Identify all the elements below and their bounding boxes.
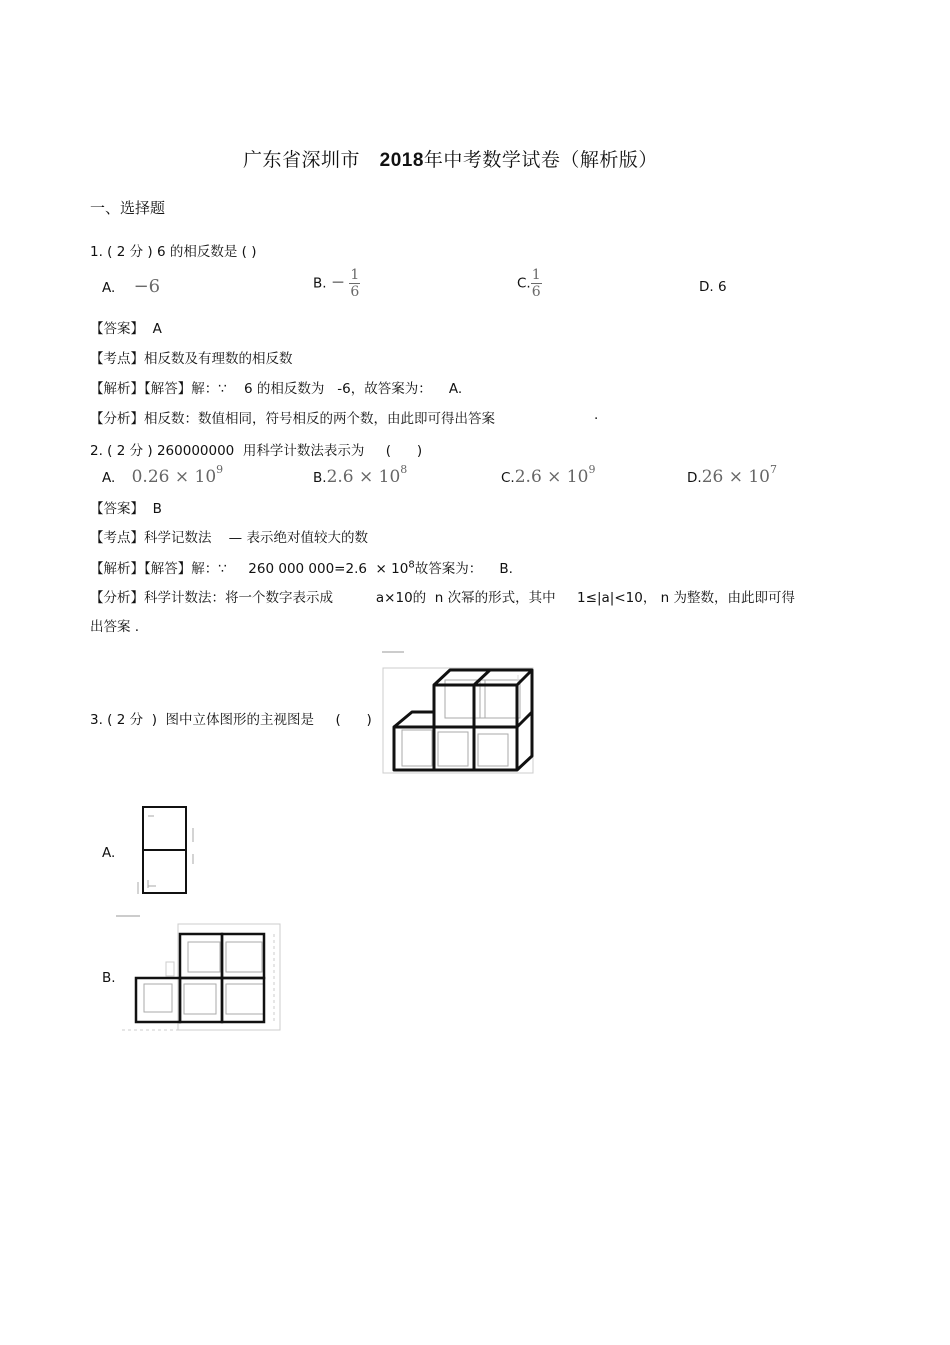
q2-option-d-base: 26 × 10 [701, 467, 771, 487]
q1-kp-text: 相反数及有理数的相反数 [144, 351, 293, 367]
q1-answer-value: A [152, 321, 162, 337]
q1-option-b-numerator: 1 [350, 267, 360, 283]
q1-stem: 1. ( 2 分 ) 6 的相反数是 ( ) [90, 244, 257, 260]
q2-analysis [90, 586, 795, 606]
q2-option-a-math [131, 463, 224, 487]
q2-knowledge-point [90, 526, 368, 546]
q2-option-a-label: A. [102, 470, 116, 486]
q1-option-a-math: −6 [133, 276, 161, 297]
q1-option-b-sign: − [330, 272, 346, 293]
q3-option-b-label[interactable]: B. [102, 970, 116, 986]
q1-answer [90, 317, 162, 337]
q2-option-b[interactable] [313, 463, 407, 487]
q3-stem: 3. ( 2 分 ) 图中立体图形的主视图是 ( ) [90, 712, 372, 728]
q2-option-c-label: C. [501, 470, 515, 486]
title-year: 2018 [379, 150, 424, 171]
q1-option-c-label: C. [517, 275, 531, 292]
q2-option-a[interactable] [102, 463, 223, 487]
q2-kp-tag: 【考点】 [90, 530, 144, 546]
q2-jx-exp: 8 [408, 559, 415, 571]
title-prefix: 广东省深圳市 [243, 149, 361, 171]
q2-answer-tag: 【答案】 [90, 501, 144, 517]
q1-kp-tag: 【考点】 [90, 351, 144, 367]
q2-option-c[interactable] [501, 463, 595, 487]
q2-option-a-exp: 9 [216, 463, 224, 476]
q1-option-d[interactable]: D. 6 [699, 279, 727, 295]
q2-jx-tag: 【解析】 [90, 561, 144, 577]
q2-option-b-exp: 8 [400, 463, 408, 476]
q2-option-a-base: 0.26 × 10 [131, 467, 217, 487]
q2-option-d-label: D. [687, 470, 702, 486]
q1-analysis [90, 407, 495, 427]
q1-fx-tag: 【分析】 [90, 411, 144, 427]
q1-analysis-end: . [594, 407, 599, 423]
q1-option-b-fraction [349, 268, 360, 299]
q1-jx-tag: 【解析】 [90, 381, 144, 397]
q2-option-c-math [514, 463, 596, 487]
q1-answer-tag: 【答案】 [90, 321, 144, 337]
q2-jx-text-b: 故答案为： B. [414, 561, 513, 577]
q1-option-b-denominator: 6 [350, 284, 360, 300]
q3-option-a-label[interactable]: A. [102, 845, 116, 861]
q2-option-d[interactable] [687, 463, 777, 487]
q1-option-c-numerator: 1 [531, 267, 541, 283]
q1-option-a-label: A. [102, 280, 116, 296]
q1-jx-text: 【解答】解：∵ 6 的相反数为 -6，故答案为： A. [144, 381, 463, 397]
q2-fx-tag: 【分析】 [90, 590, 144, 606]
q2-option-b-label: B. [313, 470, 327, 486]
q1-option-c-fraction [531, 268, 542, 299]
q2-option-c-base: 2.6 × 10 [514, 467, 589, 487]
q1-option-c-denominator: 6 [531, 284, 541, 300]
q3-solid-figure [380, 650, 540, 778]
q2-option-d-exp: 7 [770, 463, 778, 476]
title-suffix: 年中考数学试卷（解析版） [423, 149, 658, 171]
q2-option-d-math [701, 463, 778, 487]
q3-option-a-figure[interactable] [136, 802, 196, 898]
q2-option-c-exp: 9 [588, 463, 596, 476]
q1-knowledge-point [90, 347, 293, 367]
q1-option-a[interactable] [102, 276, 160, 297]
q1-option-b[interactable] [313, 268, 360, 299]
q2-explanation [90, 557, 513, 577]
page-title [243, 145, 658, 172]
q2-stem: 2. ( 2 分 ) 260000000 用科学计数法表示为 ( ) [90, 443, 423, 459]
q2-answer [90, 497, 162, 517]
q2-option-b-math [326, 463, 408, 487]
q2-answer-value: B [152, 501, 162, 517]
q2-jx-text-a: 【解答】解：∵ 260 000 000=2.6 × 10 [144, 561, 409, 577]
q1-fx-text: 相反数：数值相同，符号相反的两个数，由此即可得出答案 [144, 411, 495, 427]
q1-option-b-label: B. [313, 275, 327, 292]
q2-analysis-line2: 出答案 . [90, 619, 140, 635]
q2-kp-text: 科学记数法 — 表示绝对值较大的数 [144, 530, 368, 546]
section-heading: 一、选择题 [90, 199, 166, 217]
q1-explanation [90, 377, 462, 397]
q3-option-b-figure[interactable] [114, 912, 284, 1034]
q2-option-b-base: 2.6 × 10 [326, 467, 401, 487]
q1-option-c[interactable] [517, 268, 542, 299]
q2-fx-line1: 科学计数法：将一个数字表示成 a×10的 n 次幂的形式，其中 1≤|a|<10， n 为整数，由此即可得 [144, 590, 795, 606]
